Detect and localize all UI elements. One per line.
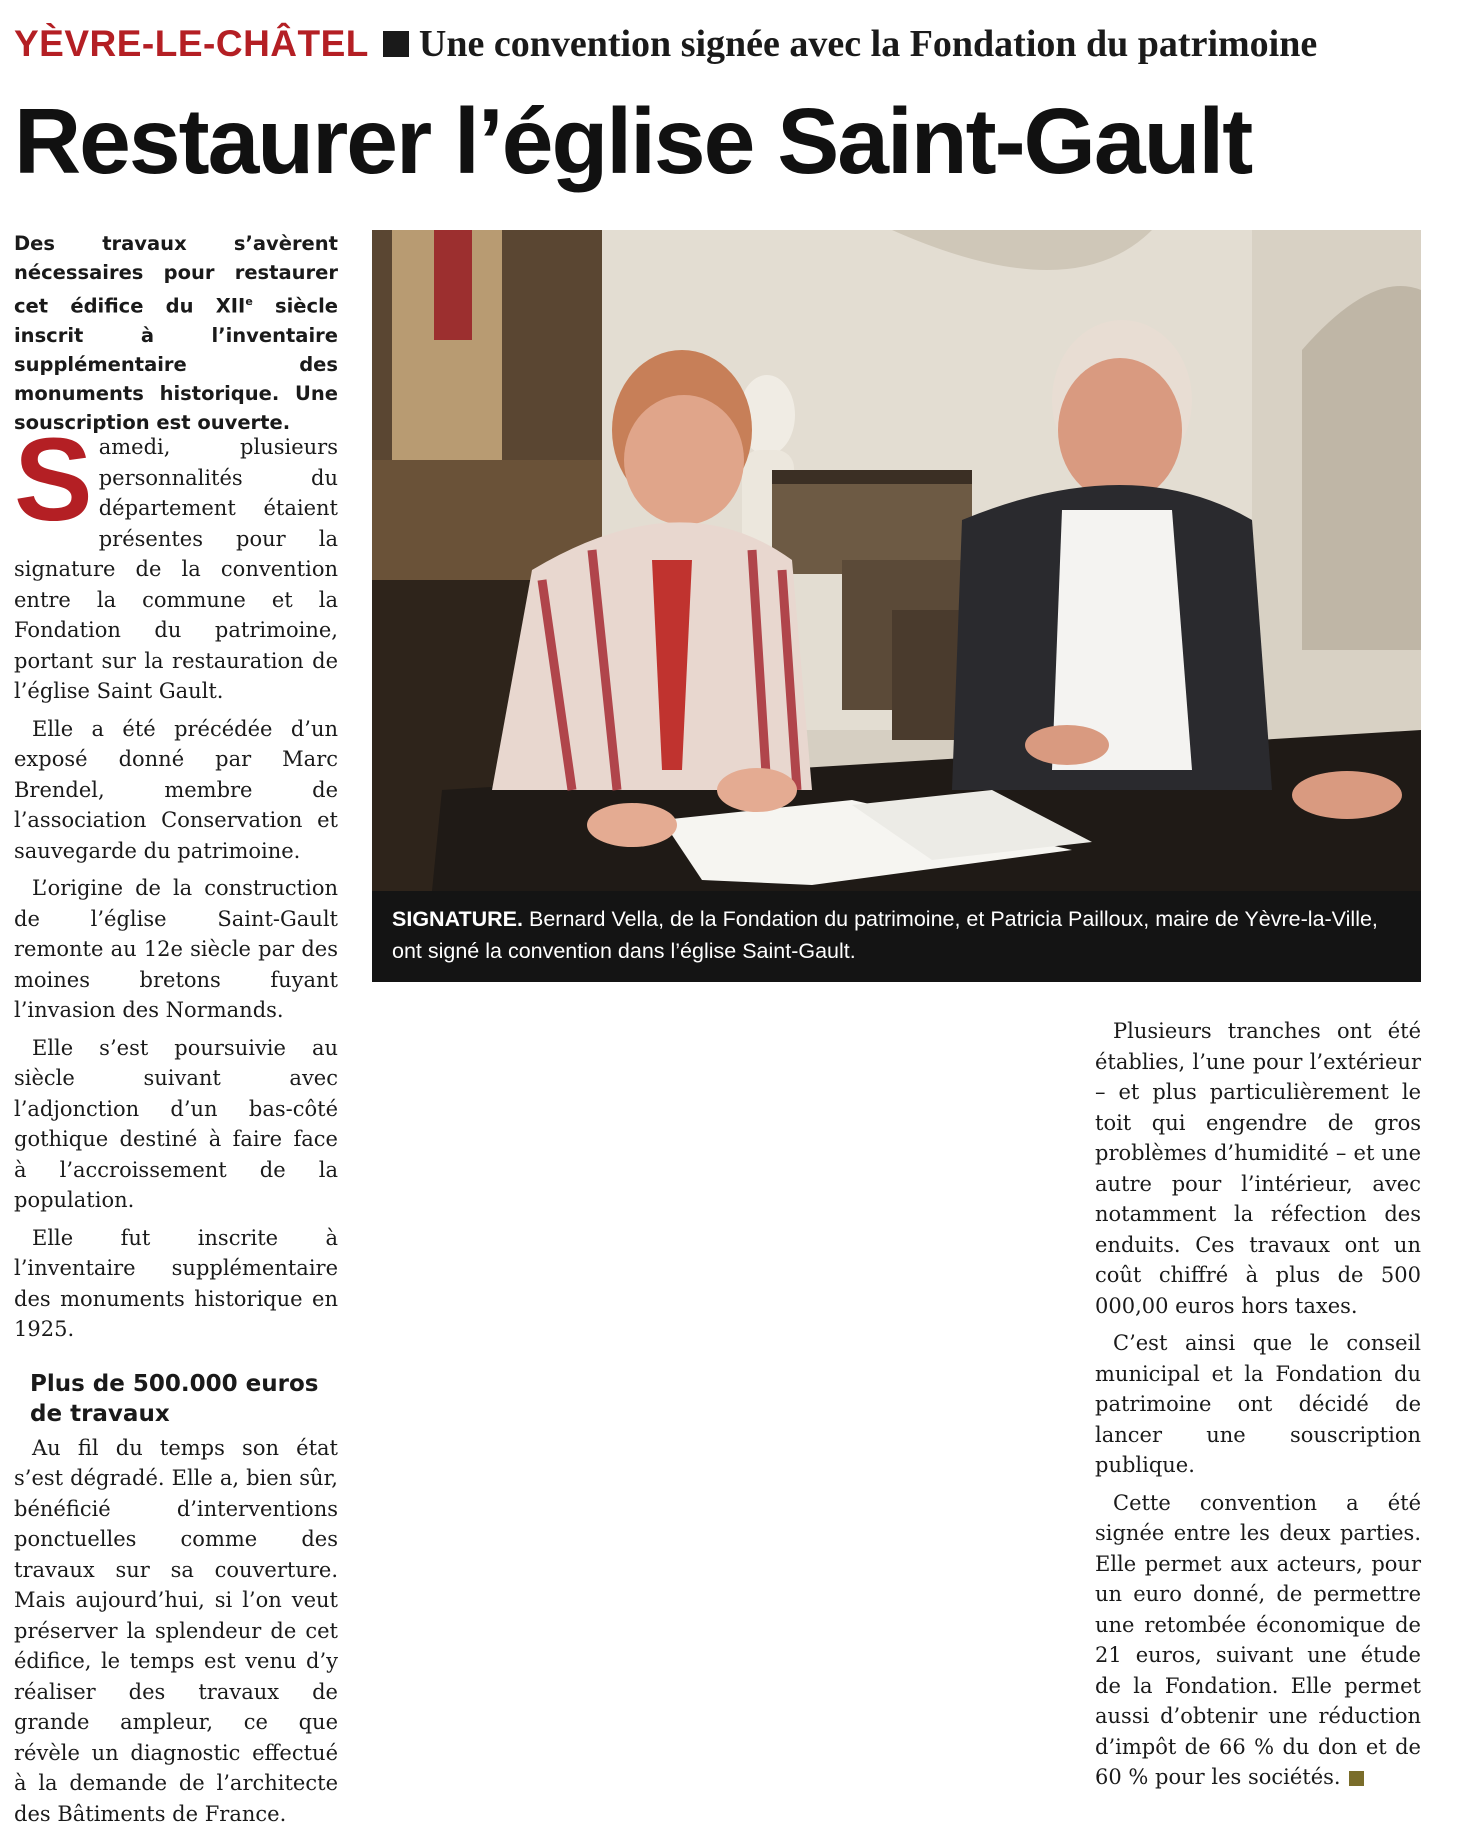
caption-label: SIGNATURE.	[392, 907, 523, 931]
paragraph: Plusieurs tranches ont été établies, l’une pour l’extérieur – et plus particulièrement le toit qui engendre de gros problèmes d’humidité – et une autre pour l’intérieur, avec notamment la réfection des enduits. Ces travaux ont un coût chiffré à plus de 500 000,00 euros hors taxes.	[1095, 1019, 1421, 1318]
paragraph: Elle a été précédée d’un exposé donné par Marc Brendel, membre de l’association Conservation et sauvegarde du patrimoine.	[14, 716, 338, 863]
headline: Restaurer l’église Saint-Gault	[14, 89, 1252, 193]
photo-caption	[372, 891, 1421, 982]
lead-part-2: siècle inscrit à l’inventaire supplémentaire des monuments historique. Une souscription est ouverte.	[14, 294, 338, 434]
paragraph-text: Cette convention a été signée entre les deux parties. Elle permet aux acteurs, pour un euro donné, de permettre une retombée économique de 21 euros, suivant une étude de la Fondation. Elle permet aussi d’obtenir une réduction d’impôt de 66 % du don et de 60 % pour les sociétés.	[1095, 1490, 1421, 1789]
paragraph: Elle fut inscrite à l’inventaire supplémentaire des monuments historique en 1925.	[14, 1225, 338, 1341]
kicker-square-icon	[383, 31, 409, 57]
article-photo	[372, 230, 1421, 891]
caption-text: Bernard Vella, de la Fondation du patrimoine, et Patricia Pailloux, maire de Yèvre-la-Ville, ont signé la convention dans l’église Saint-Gault.	[392, 907, 1378, 963]
end-of-article-icon	[1349, 1771, 1364, 1786]
lead-part-1: Des travaux s’avèrent nécessaires pour restaurer cet édifice du XII	[14, 232, 338, 318]
paragraph-text: amedi, plusieurs personnalités du département étaient présentes pour la signature de la convention entre la commune et la Fondation du patrimoine, portant sur la restauration de l’église Saint Gault.	[14, 435, 338, 703]
article-kicker	[14, 22, 1317, 72]
paragraph: C’est ainsi que le conseil municipal et la Fondation du patrimoine ont décidé de lancer une souscription publique.	[1095, 1331, 1421, 1477]
article-column-4	[1095, 1016, 1421, 1800]
kicker-location: YÈVRE-LE-CHÂTEL	[14, 23, 369, 64]
lead-superscript: e	[245, 295, 253, 308]
paragraph: Elle s’est poursuivie au siècle suivant avec l’adjonction d’un bas-côté gothique destiné à faire face à l’accroissement de la population.	[14, 1035, 338, 1212]
paragraph: Au fil du temps son état s’est dégradé. Elle a, bien sûr, bénéficié d’interventions ponctuelles comme des travaux sur sa couverture. Mais aujourd’hui, si l’on veut préserver la splendeur de cet édifice, le temps est venu d’y réaliser des travaux de grande ampleur, ce que révèle un diagnostic effectué à la demande de l’architecte des Bâtiments de France.	[14, 1435, 338, 1826]
article-lead	[14, 229, 338, 437]
drop-cap: S	[14, 414, 93, 546]
subheading: Plus de 500.000 euros de travaux	[30, 1370, 319, 1427]
kicker-subtitle: Une convention signée avec la Fondation du patrimoine	[418, 23, 1318, 65]
signing-photo-illustration	[372, 230, 1421, 891]
paragraph	[1095, 1488, 1421, 1793]
paragraph	[14, 414, 338, 707]
paragraph: L’origine de la construction de l’église Saint-Gault remonte au 12e siècle par des moines bretons fuyant l’invasion des Normands.	[14, 876, 338, 1022]
article-column-1	[14, 414, 338, 1836]
